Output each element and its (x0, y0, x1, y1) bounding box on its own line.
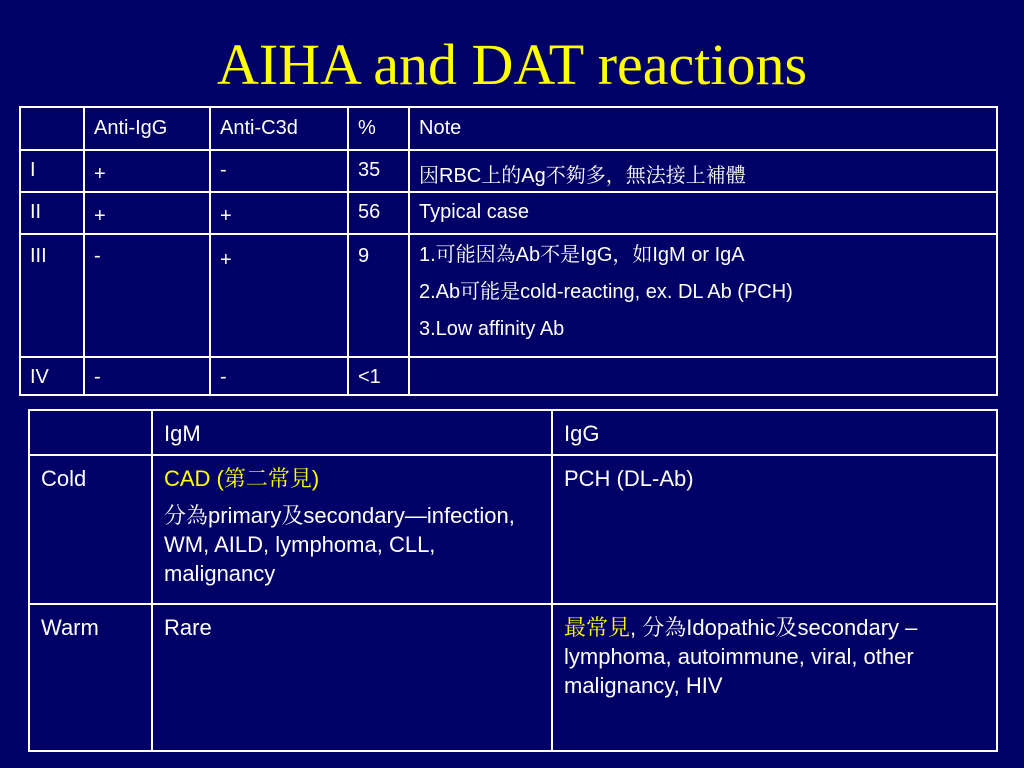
type-cell: III (20, 234, 84, 357)
header-note: Note (409, 107, 997, 150)
row-label-cold: Cold (29, 455, 152, 604)
type-cell: II (20, 192, 84, 234)
cold-igg-cell (552, 455, 997, 604)
cold-warm-antibody-table (28, 409, 998, 752)
header-cell-empty (29, 410, 152, 455)
anti-c3d-cell (210, 234, 348, 357)
percent-cell: <1 (348, 357, 409, 395)
anti-igg-cell: - (84, 357, 210, 395)
warm-igg-cell (552, 604, 997, 751)
dat-reactions-table (19, 106, 998, 396)
cold-igm-highlight: CAD (第二常見) (164, 466, 320, 491)
header-anti-c3d: Anti-C3d (210, 107, 348, 150)
note-line: 1.可能因為Ab不是IgG，如IgM or IgA (419, 244, 745, 266)
note-line: 3.Low affinity Ab (419, 318, 565, 340)
cold-igm-text: 分為primary及secondary—infection, WM, AILD, lymphoma, CLL, malignancy (164, 503, 515, 586)
table-row (20, 150, 997, 192)
header-percent: % (348, 107, 409, 150)
anti-c3d-value: + (220, 205, 232, 227)
cold-igg-text: PCH (DL-Ab) (564, 466, 694, 491)
warm-igm-text: Rare (164, 615, 212, 640)
note-cell: 因RBC上的Ag不夠多，無法接上補體 (409, 150, 997, 192)
table-row (29, 604, 997, 751)
anti-igg-value: + (94, 163, 106, 185)
note-cell: Typical case (409, 192, 997, 234)
type-cell: I (20, 150, 84, 192)
anti-c3d-cell: - (210, 150, 348, 192)
table-header-row (20, 107, 997, 150)
anti-igg-cell (84, 150, 210, 192)
header-cell-empty (20, 107, 84, 150)
header-igg: IgG (552, 410, 997, 455)
anti-c3d-cell (210, 192, 348, 234)
percent-cell: 35 (348, 150, 409, 192)
table-row (29, 455, 997, 604)
note-cell (409, 234, 997, 357)
table-row (20, 234, 997, 357)
anti-igg-value: + (94, 205, 106, 227)
warm-igg-highlight: 最常見 (564, 615, 631, 640)
table-row (20, 192, 997, 234)
slide-title: AIHA and DAT reactions (216, 32, 808, 97)
anti-c3d-cell: - (210, 357, 348, 395)
anti-igg-cell: - (84, 234, 210, 357)
percent-cell: 9 (348, 234, 409, 357)
cold-igm-cell (152, 455, 552, 604)
row-label-warm: Warm (29, 604, 152, 751)
warm-igg-text: , 分為Idopathic及secondary –lymphoma, autoimmune, viral, other malignancy, HIV (564, 615, 918, 698)
type-cell: IV (20, 357, 84, 395)
header-anti-igg: Anti-IgG (84, 107, 210, 150)
percent-cell: 56 (348, 192, 409, 234)
anti-igg-cell (84, 192, 210, 234)
table-header-row (29, 410, 997, 455)
note-line: 2.Ab可能是cold-reacting, ex. DL Ab (PCH) (419, 281, 793, 303)
note-cell (409, 357, 997, 395)
warm-igm-cell (152, 604, 552, 751)
anti-c3d-value: + (220, 249, 232, 271)
header-igm: IgM (152, 410, 552, 455)
table-row (20, 357, 997, 395)
